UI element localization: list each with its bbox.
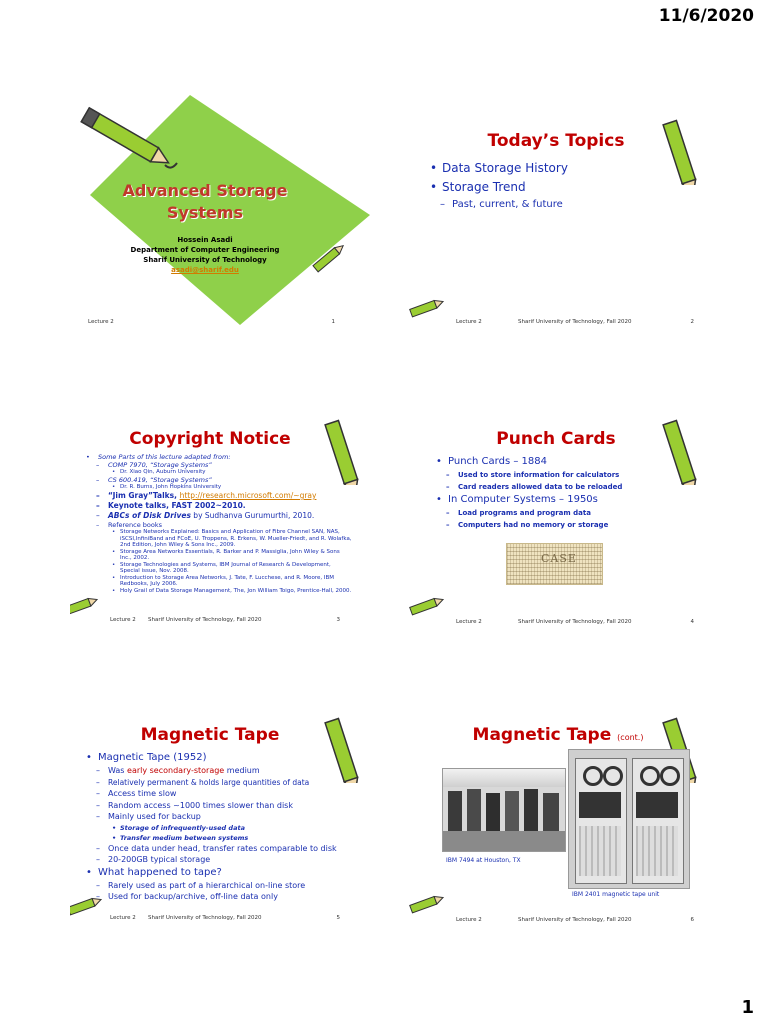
bullet: • Storage Trend: [430, 178, 568, 197]
bullet: • What happened to tape?: [86, 866, 368, 880]
slide-3: Copyright Notice • Some Parts of this lecture adapted from: – COMP 7970, “Storage Systems” • Dr. Xiao Qin, Auburn University – CS 600.419, “Storage Systems” • Dr. R. Burns, John Hopkins University – “Jim Gray”Talks, http://research.microsoft.com/~gray – Keynote talks, FAST 2002~2010. – ABCs of Disk Drives by Sudhanva Gurumurthi, 2010. – Reference books • Storage Networks Explained: Basics and Application of Fibre Channel SAN, NAS, iSCSI,InfiniBand and FCoE, U. Troppens, R. Erkens, W. Mueller-Friedt, and R. Wolafka, 2nd Edition, John Wiley & Sons Inc., 2009. • Storage Area Networks Essentials, R. Barker and P. Massiglia, John Wiley & Sons Inc., 2002. • Storage Technologies and Systems, IBM Journal of Research & Development, Special issue, Nov. 2008. • Introduction to Storage Area Networks, J. Tate, F. Lucchese, and R. Moore, IBM Redbooks, July 2006. • Holy Grail of Data Storage Management, The, Jon William Toigo, Prentice-Hall, 2000. Lecture 2 Sharif University of Technology, Fall 2020 3: [70, 395, 370, 625]
slide-2-title: Today’s Topics: [487, 131, 625, 151]
slide-1: Advanced Storage Systems Hossein Asadi Department of Computer Engineering Sharif University of Technology asadi@sharif.edu Lecture 2 1: [70, 95, 370, 325]
sub-sub-bullet: • Dr. R. Burns, John Hopkins University: [86, 484, 352, 491]
bullet: • Magnetic Tape (1952): [86, 751, 368, 765]
caption: IBM 2401 magnetic tape unit: [572, 891, 660, 898]
sub-bullet: – 20-200GB typical storage: [86, 854, 368, 866]
punch-card-image: CASE: [506, 543, 603, 585]
sub-bullet: – “Jim Gray”Talks, http://research.microsoft.com/~gray: [86, 491, 352, 501]
slide-5: Magnetic Tape • Magnetic Tape (1952) – Was early secondary-storage medium – Relatively permanent & holds large quantities of data – Access time slow – Random access ~1000 times slower than disk – Mainly used for backup • Storage of infrequently-used data • Transfer medium between systems – Once data under head, transfer rates comparable to disk – 20-200GB typical storage • What happened to tape? – Rarely used as part of a hierarchical on-line store – Used for backup/archive, off-line data only Lecture 2 Sharif University of Technology, Fall 2020 5: [70, 693, 370, 923]
sub-bullet: – Relatively permanent & holds large quantities of data: [86, 777, 368, 789]
sub-bullet: – Random access ~1000 times slower than disk: [86, 800, 368, 812]
sub-sub-bullet: • Storage of infrequently-used data: [86, 823, 368, 833]
slide-5-title: Magnetic Tape: [140, 725, 280, 745]
slide-3-title: Copyright Notice: [129, 429, 291, 449]
sub-bullet: – Rarely used as part of a hierarchical on-line store: [86, 880, 368, 892]
slide-1-author: Hossein Asadi Department of Computer Engineering Sharif University of Technology asadi@sharif.edu: [130, 236, 280, 274]
sub-bullet: – Past, current, & future: [430, 197, 568, 212]
pencil-icon: [408, 891, 448, 916]
sub-bullet: – Keynote talks, FAST 2002~2010.: [86, 501, 352, 511]
pencil-icon: [408, 295, 448, 320]
sub-bullet: – Reference books: [86, 521, 352, 529]
sub-bullet: – Once data under head, transfer rates comparable to disk: [86, 843, 368, 855]
sub-bullet: – Mainly used for backup: [86, 811, 368, 823]
pencil-icon: [70, 100, 180, 180]
slide-4-title: Punch Cards: [496, 429, 616, 449]
sub-sub-bullet: • Dr. Xiao Qin, Auburn University: [86, 469, 352, 476]
pencil-icon: [310, 240, 350, 275]
sub-bullet: – COMP 7970, “Storage Systems”: [86, 461, 352, 469]
ibm-7494-photo: [442, 768, 566, 852]
slide-1-title: Advanced Storage Systems: [122, 181, 288, 222]
sub-bullet: – Load programs and program data: [436, 507, 676, 519]
slide-6-title: Magnetic Tape (cont.): [472, 725, 644, 745]
reference-item: • Storage Area Networks Essentials, R. Barker and P. Massiglia, John Wiley & Sons Inc., 2002.: [86, 549, 352, 562]
slide-6: Magnetic Tape (cont.) IBM 7494 at Houston, TX IBM 2401 magnetic tape unit Lecture 2 Sharif University of Technology, Fall 2020 6: [408, 693, 708, 923]
reference-item: • Holy Grail of Data Storage Management, The, Jon William Toigo, Prentice-Hall, 2000.: [86, 588, 352, 595]
page-number: 1: [741, 997, 754, 1018]
sub-bullet: – Card readers allowed data to be reloaded: [436, 481, 676, 493]
ibm-2401-photo: [568, 749, 690, 889]
pencil-icon: [408, 593, 448, 618]
page-date: 11/6/2020: [658, 6, 754, 26]
pencil-icon: [70, 593, 102, 618]
sub-bullet: – CS 600.419, “Storage Systems”: [86, 476, 352, 484]
sub-bullet: – Computers had no memory or storage: [436, 519, 676, 531]
reference-item: • Storage Networks Explained: Basics and Application of Fibre Channel SAN, NAS, iSCSI,InfiniBand and FCoE, U. Troppens, R. Erkens, W. Mueller-Friedt, and R. Wolafka, 2nd Edition, John Wiley & Sons Inc., 2009.: [86, 529, 352, 549]
sub-bullet: – Was early secondary-storage medium: [86, 765, 368, 777]
sub-sub-bullet: • Transfer medium between systems: [86, 833, 368, 843]
caption: IBM 7494 at Houston, TX: [446, 857, 521, 864]
sub-bullet: – ABCs of Disk Drives by Sudhanva Gurumurthi, 2010.: [86, 511, 352, 521]
bullet: • Punch Cards – 1884: [436, 455, 676, 469]
slide-4: Punch Cards • Punch Cards – 1884 – Used to store information for calculators – Card readers allowed data to be reloaded • In Computer Systems – 1950s – Load programs and program data – Computers had no memory or storage CASE Lecture 2 Sharif University of Technology, Fall 2020 4: [408, 395, 708, 625]
sub-bullet: – Access time slow: [86, 788, 368, 800]
bullet: • In Computer Systems – 1950s: [436, 493, 676, 507]
bullet: • Some Parts of this lecture adapted from:: [86, 453, 352, 461]
slide-2: Today’s Topics • Data Storage History • Storage Trend – Past, current, & future Lecture 2 Sharif University of Technology, Fall 2020 2: [408, 95, 708, 325]
sub-bullet: – Used for backup/archive, off-line data only: [86, 891, 368, 903]
sub-bullet: – Used to store information for calculators: [436, 469, 676, 481]
reference-item: • Introduction to Storage Area Networks, J. Tate, F. Lucchese, and R. Moore, IBM Redbooks, July 2006.: [86, 575, 352, 588]
reference-item: • Storage Technologies and Systems, IBM Journal of Research & Development, Special issue, Nov. 2008.: [86, 562, 352, 575]
bullet: • Data Storage History: [430, 159, 568, 178]
